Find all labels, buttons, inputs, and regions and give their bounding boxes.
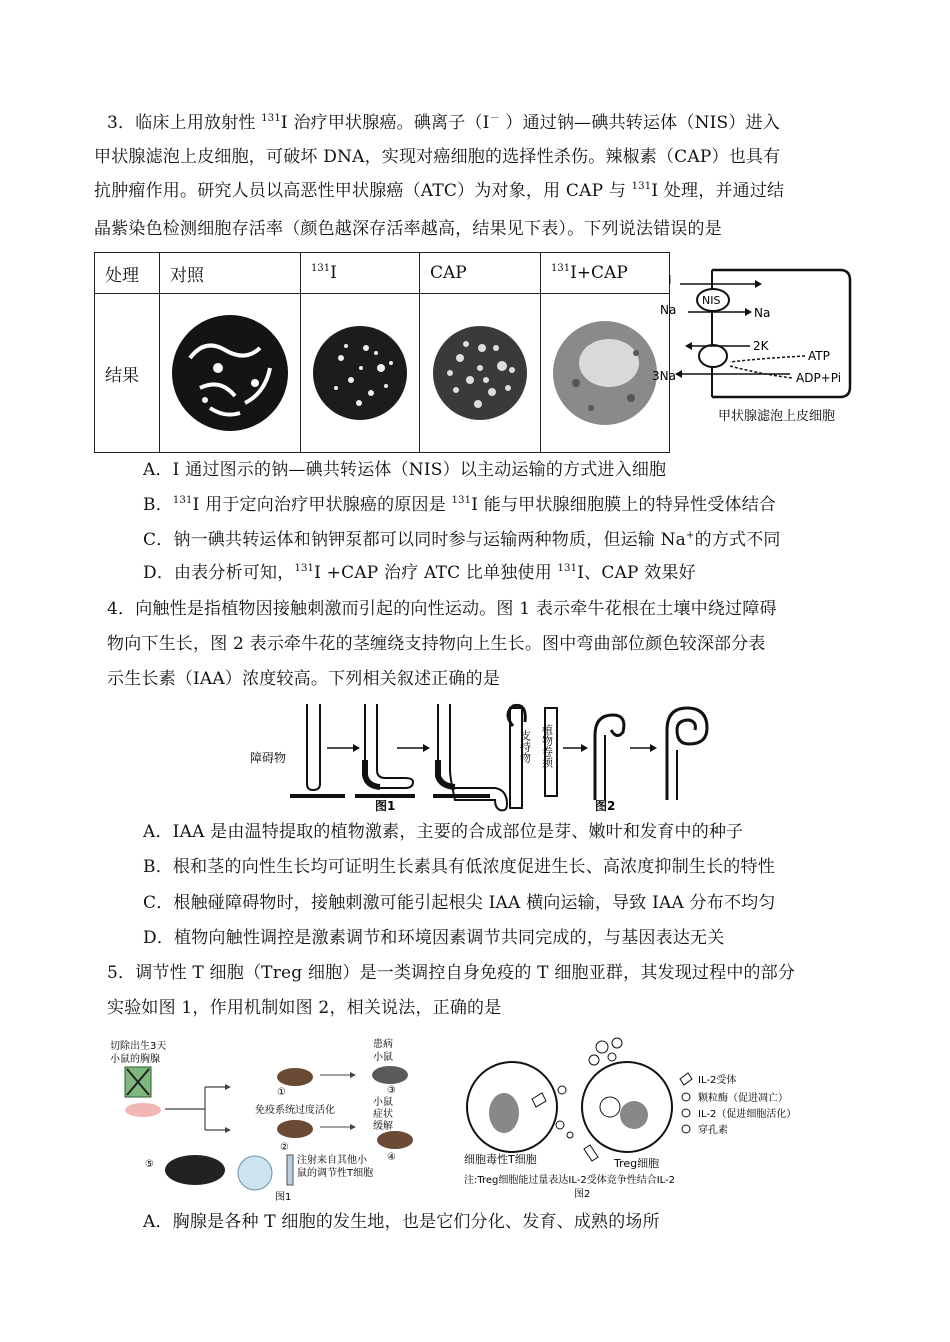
q3-option-d: D．由表分析可知，$^{131}$I +CAP 治疗 ATC 比单独使用 $^{131}$I、CAP 效果好 (143, 563, 696, 583)
result-cap (420, 294, 541, 453)
donor-mouse-icon (165, 1155, 225, 1185)
q4-line-3: 示生长素（IAA）浓度较高。下列相关叙述正确的是 (107, 669, 501, 689)
iodide-label: I (668, 273, 672, 287)
sick-mouse-label: 小鼠 (373, 1052, 393, 1063)
mouse-icon-2 (277, 1120, 313, 1138)
fig1-cut-label-1: 切除出生3天 (110, 1041, 167, 1052)
q3-option-a: A．I 通过图示的钠—碘共转运体（NIS）以主动运输的方式进入细胞 (143, 460, 667, 480)
q5-option-a: A．胸腺是各种 T 细胞的发生地，也是它们分化、发育、成熟的场所 (143, 1212, 660, 1232)
stained-well-i131-cap-image (551, 313, 659, 433)
relief-label-a: 小鼠 (373, 1097, 393, 1108)
step-5-label: ⑤ (145, 1159, 154, 1170)
stained-well-i131-image (311, 318, 409, 428)
result-control (160, 294, 301, 453)
fig2-note: 注:Treg细胞能过量表达IL-2受体竞争性结合IL-2 (464, 1175, 676, 1186)
inject-label-a: 注射来自其他小 (297, 1155, 367, 1166)
na-k-pump (699, 345, 727, 367)
relief-label-c: 缓解 (373, 1121, 393, 1132)
q5-line-1: 5．调节性 T 细胞（Treg 细胞）是一类调控自身免疫的 T 细胞亚群，其发现过程中的部分 (107, 963, 796, 983)
atp-label: ATP (808, 349, 830, 363)
adp-label: ADP+Pi (796, 371, 842, 385)
fig1-caption: 图1 (375, 799, 396, 812)
fig1-cut-label-2: 小鼠的胸腺 (110, 1054, 160, 1065)
newborn-mouse-icon (125, 1103, 161, 1117)
q3-line-2: 甲状腺滤泡上皮细胞，可破坏 DNA，实现对癌细胞的选择性杀伤。辣椒素（CAP）也具有 (94, 147, 781, 167)
table-header-control: 对照 (160, 253, 301, 294)
q3-line-3: 抗肿瘤作用。研究人员以高恶性甲状腺癌（ATC）为对象，用 CAP 与 $^{131}$I 处理，并通过结 (94, 181, 785, 201)
table-row-label-result: 结果 (95, 294, 160, 453)
syringe-icon (287, 1155, 293, 1185)
step-2-label: ② (280, 1142, 289, 1153)
q3-line-4: 晶紫染色检测细胞存活率（颜色越深存活率越高，结果见下表）。下列说法错误的是 (94, 219, 722, 239)
q5-figure-2 (462, 1035, 842, 1200)
ctl-label: 细胞毒性T细胞 (464, 1153, 537, 1166)
q4-option-a: A．IAA 是由温特提取的植物激素，主要的合成部位是芽、嫩叶和发育中的种子 (143, 822, 744, 842)
fig1-q5-caption: 图1 (275, 1192, 292, 1203)
q5-figure-1 (105, 1035, 460, 1205)
table-header-i131-cap: $^{131}$I+CAP (541, 253, 670, 294)
q4-line-2: 物向下生长，图 2 表示牵牛花的茎缠绕支持物向上生长。图中弯曲部位颜色较深部分表 (107, 634, 766, 654)
treg-cells-dish-icon (238, 1156, 272, 1190)
sick-mouse-icon (372, 1066, 408, 1084)
q5-line-2: 实验如图 1，作用机制如图 2，相关说法，正确的是 (107, 998, 502, 1018)
table-header-treatment: 处理 (95, 253, 160, 294)
q3-transporter-diagram (650, 262, 860, 432)
fig2-q5-caption: 图2 (574, 1189, 591, 1200)
inject-label-b: 鼠的调节性T细胞 (297, 1168, 374, 1179)
k-label: 2K (753, 339, 769, 353)
legend-il2: IL-2（促进细胞活化） (698, 1109, 797, 1120)
na-out-label: Na (660, 303, 677, 317)
na-in-label: Na (754, 306, 771, 320)
stained-well-cap-image (430, 318, 530, 428)
q4-figure (245, 700, 720, 812)
step-1-label: ① (277, 1087, 286, 1098)
obstacle-label: 障碍物 (250, 751, 287, 765)
step-3-label: ③ (387, 1085, 396, 1096)
ctl-nucleus (489, 1093, 519, 1133)
stained-well-control-image (170, 308, 290, 438)
legend-perforin: 穿孔素 (698, 1125, 728, 1136)
table-header-i131: $^{131}$I (301, 253, 420, 294)
na3-label: 3Na (652, 369, 676, 383)
support-label: 支持物 (518, 730, 532, 763)
relieved-mouse-icon (377, 1131, 413, 1149)
overactivation-label: 免疫系统过度活化 (255, 1105, 335, 1116)
q3-results-table (94, 252, 670, 453)
table-header-cap: CAP (420, 253, 541, 294)
tendril-label: 植物卷须 (540, 724, 554, 768)
q3-option-b: B．$^{131}$I 用于定向治疗甲状腺癌的原因是 $^{131}$I 能与甲状腺细胞膜上的特异性受体结合 (143, 495, 777, 515)
q3-line-1: 3．临床上用放射性 $^{131}$I 治疗甲状腺癌。碘离子（I－ ）通过钠—碘共转运体（NIS）进入 (107, 113, 781, 133)
q4-option-c: C．根触碰障碍物时，接触刺激可能引起根尖 IAA 横向运输，导致 IAA 分布不均匀 (143, 893, 776, 913)
step-4-label: ④ (387, 1152, 396, 1163)
fig2-caption: 图2 (595, 799, 616, 812)
q4-option-d: D．植物向触性调控是激素调节和环境因素调节共同完成的，与基因表达无关 (143, 928, 725, 948)
diagram-caption: 甲状腺滤泡上皮细胞 (718, 409, 836, 424)
result-i131 (301, 294, 420, 453)
sick-label: 患病 (373, 1039, 393, 1050)
q4-option-b: B．根和茎的向性生长均可证明生长素具有低浓度促进生长、高浓度抑制生长的特性 (143, 857, 775, 877)
legend-granzyme: 颗粒酶（促进凋亡） (698, 1093, 788, 1104)
treg-label: Treg细胞 (614, 1157, 660, 1170)
treg-nucleus (620, 1101, 648, 1129)
q3-option-c: C．钠一碘共转运体和钠钾泵都可以同时参与运输两种物质，但运输 Na+的方式不同 (143, 530, 781, 550)
relief-label-b: 症状 (373, 1109, 393, 1120)
legend-il2-receptor: IL-2受体 (698, 1075, 737, 1086)
q4-line-1: 4．向触性是指植物因接触刺激而引起的向性运动。图 1 表示牵牛花根在土壤中绕过障碍 (107, 599, 777, 619)
nis-label: NIS (702, 294, 721, 307)
mouse-icon-1 (277, 1068, 313, 1086)
